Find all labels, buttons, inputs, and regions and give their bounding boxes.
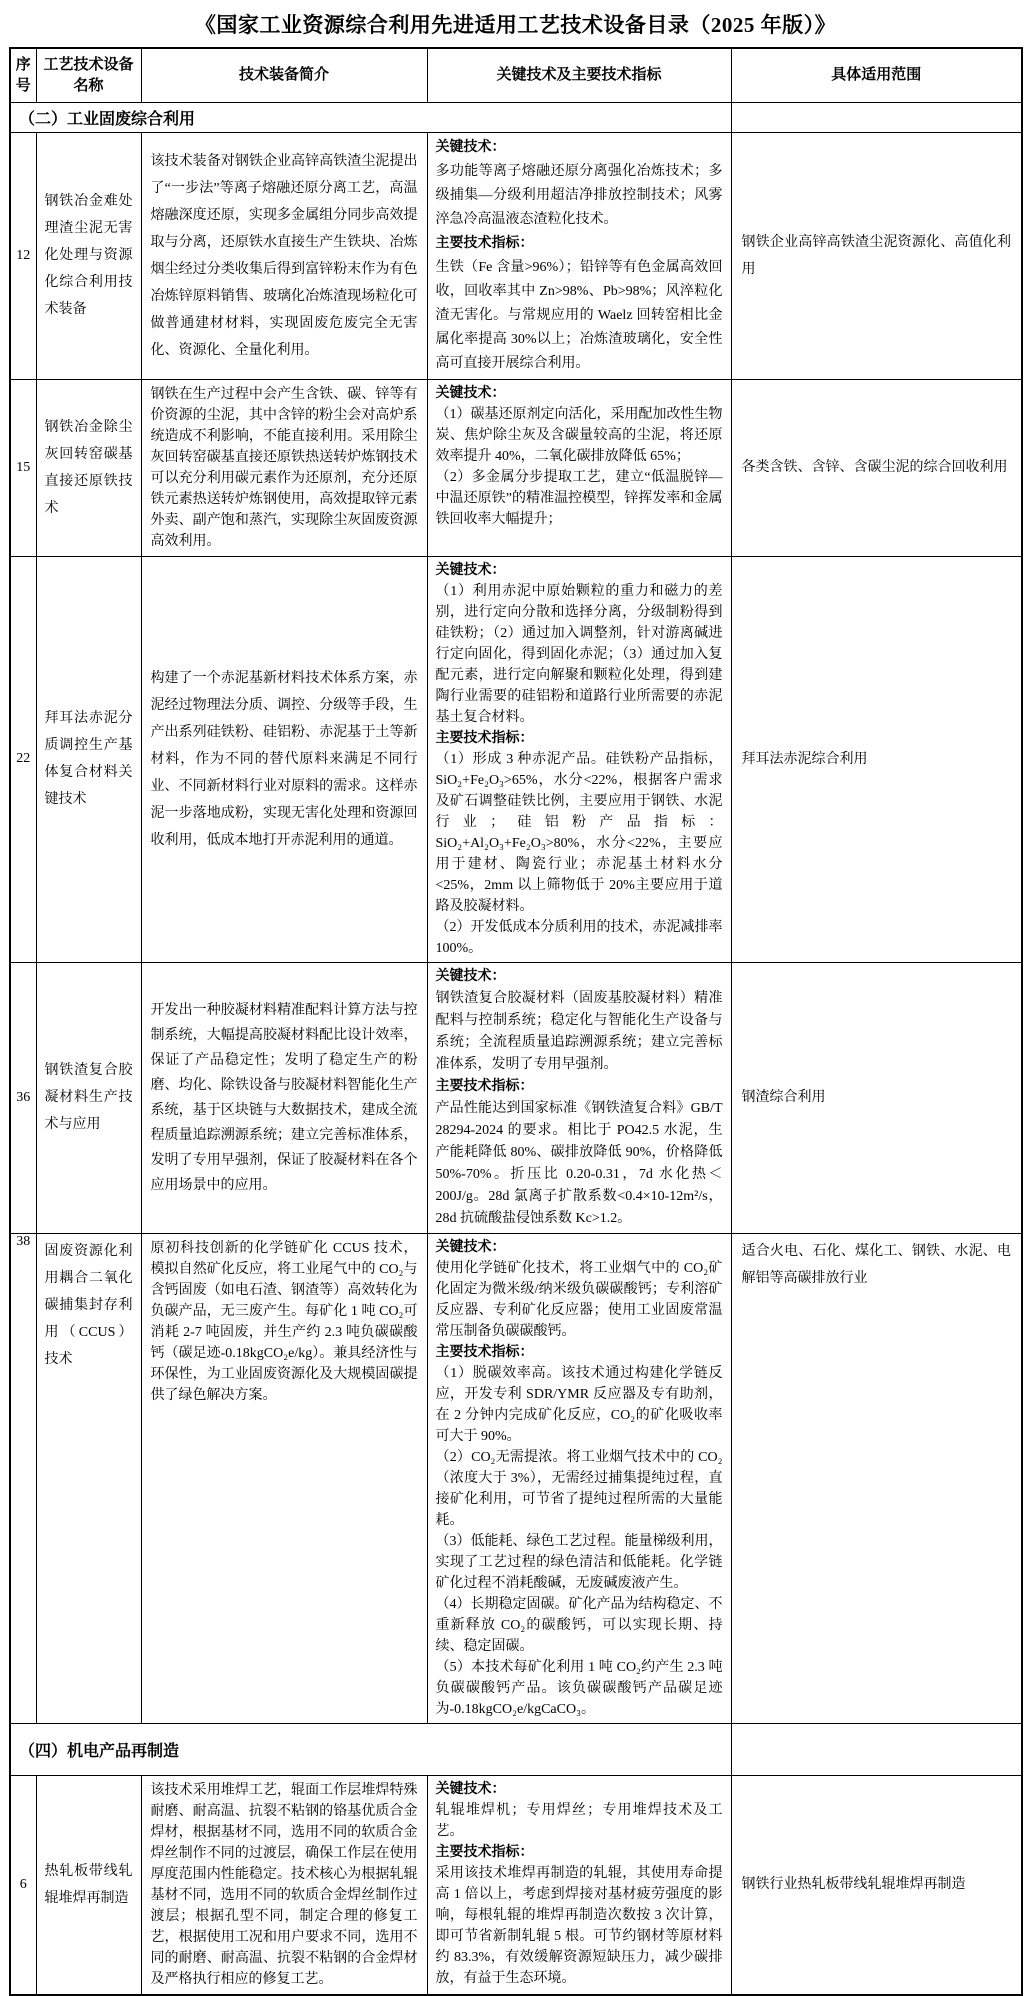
cell-scope: 钢铁企业高锌高铁渣尘泥资源化、高值化利用	[731, 132, 1022, 379]
cell-scope: 各类含铁、含锌、含碳尘泥的综合回收利用	[731, 379, 1022, 556]
keytech-label: 关键技术：	[435, 385, 506, 401]
keytech-label: 关键技术：	[435, 139, 506, 155]
keytech-label: 关键技术：	[435, 1239, 506, 1255]
keytech-label: 关键技术：	[435, 968, 506, 984]
keytech-paragraph: （1）碳基还原剂定向活化，采用配加改性生物炭、焦炉除尘灰及含碳量较高的尘泥，将还原效率提升 40%，二氧化碳排放降低 65%；	[435, 406, 723, 464]
header-scope: 具体适用范围	[731, 48, 1022, 102]
cell-keytech	[427, 1233, 731, 1723]
section-row-electromechanical-remanufacturing	[10, 1723, 1022, 1775]
cell-intro: 该技术装备对钢铁企业高锌高铁渣尘泥提出了“一步法”等离子熔融还原分离工艺，高温熔融深度还原，实现多金属组分同步高效提取与分离，还原铁水直接生产生铁块、冶炼烟尘经过分类收集后得到富锌粉末作为有色冶炼锌原料销售、玻璃化冶炼渣现场粒化可做普通建材材料，实现固废危废完全无害化、资源化、全量化利用。	[141, 132, 427, 379]
cell-keytech	[427, 962, 731, 1233]
cell-intro: 钢铁在生产过程中会产生含铁、碳、锌等有价资源的尘泥，其中含锌的粉尘会对高炉系统造成不利影响，不能直接利用。采用除尘灰回转窑碳基直接还原铁热送转炉炼钢技术可以充分利用碳元素作为还原剂，充分还原铁元素热送转炉炼钢使用，高效提取锌元素外卖、副产饱和蒸汽，实现除尘灰固废资源高效利用。	[141, 379, 427, 556]
cell-intro: 构建了一个赤泥基新材料技术体系方案，赤泥经过物理法分质、调控、分级等手段，生产出系列硅铁粉、硅铝粉、赤泥基于土等新材料，作为不同的替代原料来满足不同行业、不同新材料行业对原料的需求。这样赤泥一步落地成粉，实现无害化处理和资源回收利用，低成本地打开赤泥利用的通道。	[141, 556, 427, 962]
cell-keytech	[427, 132, 731, 379]
keytech-paragraph: 轧辊堆焊机；专用焊丝；专用堆焊技术及工艺。	[435, 1802, 723, 1839]
cell-name: 拜耳法赤泥分质调控生产基体复合材料关键技术	[36, 556, 141, 962]
cell-name: 固废资源化利用耦合二氧化碳捕集封存利用（CCUS）技术	[36, 1233, 141, 1723]
keytech-label: 关键技术：	[435, 562, 506, 578]
cell-scope: 钢渣综合利用	[731, 962, 1022, 1233]
indicator-label: 主要技术指标：	[435, 235, 534, 251]
table-row	[10, 132, 1022, 379]
indicator-paragraph: 生铁（Fe 含量>96%）；铅锌等有色金属高效回收，回收率其中 Zn>98%、Pb>98%；风淬粒化渣无害化。与常规应用的 Waelz 回转窑相比金属化率提高 30%以上；冶炼渣玻璃化，安全性高可直接开展综合利用。	[435, 259, 723, 371]
cell-no: 38	[10, 1233, 36, 1723]
indicator-paragraph: 产品性能达到国家标准《钢铁渣复合料》GB/T 28294-2024 的要求。相比于 PO42.5 水泥，生产能耗降低 80%、碳排放降低 90%，价格降低 50%-70%。折压比 0.20-0.31，7d 水化热＜200J/g。28d 氯离子扩散系数<0.4×10-12m²/s，28d 抗硫酸盐侵蚀系数 Kc>1.2。	[435, 1100, 723, 1226]
cell-name: 钢铁冶金难处理渣尘泥无害化处理与资源化综合利用技术装备	[36, 132, 141, 379]
keytech-paragraph: 使用化学链矿化技术，将工业烟气中的 CO₂矿化固定为微米级/纳米级负碳碳酸钙；专利溶矿反应器、专利矿化反应器；使用工业固废常温常压制备负碳碳酸钙。	[435, 1260, 723, 1339]
indicator-paragraph: （5）本技术每矿化利用 1 吨 CO₂约产生 2.3 吨负碳碳酸钙产品。该负碳碳酸钙产品碳足迹为-0.18kgCO₂e/kgCaCO₃。	[435, 1659, 723, 1717]
section-label: （四）机电产品再制造	[10, 1723, 731, 1775]
page-title: 《国家工业资源综合利用先进适用工艺技术设备目录（2025 年版）》	[194, 13, 837, 37]
section-label: （二）工业固废综合利用	[10, 102, 731, 132]
cell-no: 12	[10, 132, 36, 379]
cell-intro: 原初科技创新的化学链矿化 CCUS 技术，模拟自然矿化反应，将工业尾气中的 CO₂与含钙固废（如电石渣、钢渣等）高效转化为负碳产品，无三废产生。每矿化 1 吨 CO₂可消耗 2-7 吨固废，并生产约 2.3 吨负碳碳酸钙（碳足迹-0.18kgCO₂e/kg）。兼具经济性与环保性，为工业固废资源化及大规模固碳提供了绿色解决方案。	[141, 1233, 427, 1723]
table-row	[10, 1233, 1022, 1723]
indicator-paragraph: （2）CO₂无需提浓。将工业烟气技术中的 CO₂（浓度大于 3%），无需经过捕集提纯过程，直接矿化利用，可节省了提纯过程所需的大量能耗。	[435, 1449, 723, 1528]
indicator-paragraph: 采用该技术堆焊再制造的轧辊，其使用寿命提高 1 倍以上，考虑到焊接对基材疲劳强度的影响，每根轧辊的堆焊再制造次数按 3 次计算，即可节省新制轧辊 5 根。可节约钢材等原材料约 83.3%，有效缓解资源短缺压力，减少碳排放，有益于生态环境。	[435, 1865, 723, 1986]
cell-no: 36	[10, 962, 36, 1233]
cell-name: 钢铁渣复合胶凝材料生产技术与应用	[36, 962, 141, 1233]
cell-no: 6	[10, 1775, 36, 1995]
cell-no: 15	[10, 379, 36, 556]
indicator-label: 主要技术指标：	[435, 1844, 534, 1860]
table-row	[10, 379, 1022, 556]
keytech-paragraph: 钢铁渣复合胶凝材料（固废基胶凝材料）精准配料与控制系统；稳定化与智能化生产设备与系统；全流程质量追踪溯源系统；建立完善标准体系，发明了专用早强剂。	[435, 990, 723, 1072]
cell-intro: 该技术采用堆焊工艺，辊面工作层堆焊特殊耐磨、耐高温、抗裂不粘钢的铬基优质合金焊材，根据基材不同，选用不同的软质合金焊丝制作不同的过渡层，确保工作层在使用厚度范围内性能稳定。技术核心为根据轧辊基材不同，选用不同的软质合金焊丝制作过渡层；根据孔型不同，制定合理的修复工艺，根据使用工况和用户要求不同，选用不同的耐磨、耐高温、抗裂不粘钢的合金焊材及严格执行相应的修复工艺。	[141, 1775, 427, 1995]
header-keytech: 关键技术及主要技术指标	[427, 48, 731, 102]
cell-scope: 拜耳法赤泥综合利用	[731, 556, 1022, 962]
indicator-paragraph: （1）形成 3 种赤泥产品。硅铁粉产品指标，SiO₂+Fe₂O₃>65%，水分<22%，根据客户需求及矿石调整硅铁比例，主要应用于钢铁、水泥行业；硅铝粉产品指标：SiO₂+Al₂O₃+Fe₂O₃>80%，水分<22%，主要应用于建材、陶瓷行业；赤泥基土材料水分<25%，2mm 以上筛物低于 20%主要应用于道路及胶凝材料。	[435, 751, 723, 914]
cell-scope: 适合火电、石化、煤化工、钢铁、水泥、电解铝等高碳排放行业	[731, 1233, 1022, 1723]
table-row	[10, 1775, 1022, 1995]
keytech-label: 关键技术：	[435, 1781, 506, 1797]
cell-name: 热轧板带线轧辊堆焊再制造	[36, 1775, 141, 1995]
indicator-label: 主要技术指标：	[435, 1344, 534, 1360]
keytech-paragraph: 多功能等离子熔融还原分离强化冶炼技术；多级捕集—分级利用超洁净排放控制技术；风雾淬急冷高温液态渣粒化技术。	[435, 163, 723, 227]
cell-scope: 钢铁行业热轧板带线轧辊堆焊再制造	[731, 1775, 1022, 1995]
header-name: 工艺技术设备名称	[36, 48, 141, 102]
table-row	[10, 962, 1022, 1233]
indicator-paragraph: （2）开发低成本分质利用的技术，赤泥减排率 100%。	[435, 919, 723, 956]
cell-no: 22	[10, 556, 36, 962]
empty-cell	[731, 1723, 1022, 1775]
indicator-paragraph: （3）低能耗、绿色工艺过程。能量梯级利用，实现了工艺过程的绿色清洁和低能耗。化学链矿化过程不消耗酸碱，无废碱废液产生。	[435, 1533, 723, 1591]
indicator-paragraph: （1）脱碳效率高。该技术通过构建化学链反应，开发专利 SDR/YMR 反应器及专有助剂，在 2 分钟内完成矿化反应，CO₂的矿化吸收率可大于 90%。	[435, 1365, 723, 1444]
table-row	[10, 556, 1022, 962]
cell-keytech	[427, 1775, 731, 1995]
indicator-label: 主要技术指标：	[435, 730, 534, 746]
indicator-label: 主要技术指标：	[435, 1078, 534, 1094]
cell-keytech	[427, 556, 731, 962]
empty-cell	[731, 102, 1022, 132]
header-no: 序号	[10, 48, 36, 102]
keytech-paragraph: （2）多金属分步提取工艺，建立“低温脱锌—中温还原铁”的精准温控模型，锌挥发率和金属铁回收率大幅提升；	[435, 469, 723, 527]
header-row	[10, 48, 1022, 102]
cell-intro: 开发出一种胶凝材料精准配料计算方法与控制系统，大幅提高胶凝材料配比设计效率，保证了产品稳定性；发明了稳定生产的粉磨、均化、除铁设备与胶凝材料智能化生产系统，基于区块链与大数据技术，建成全流程质量追踪溯源系统；建立完善标准体系，发明了专用早强剂，保证了胶凝材料在各个应用场景中的应用。	[141, 962, 427, 1233]
indicator-paragraph: （4）长期稳定固碳。矿化产品为结构稳定、不重新释放 CO₂的碳酸钙，可以实现长期、持续、稳定固碳。	[435, 1596, 723, 1654]
section-row-industrial-solid-waste	[10, 102, 1022, 132]
header-intro: 技术装备简介	[141, 48, 427, 102]
keytech-paragraph: （1）利用赤泥中原始颗粒的重力和磁力的差别，进行定向分散和选择分离，分级制粉得到硅铁粉；（2）通过加入调整剂，针对游离碱进行定向固化，得到固化赤泥；（3）通过加入复配元素，进行定向解聚和颗粒化处理，得到建陶行业需要的硅铝粉和道路行业所需要的赤泥基土复合材料。	[435, 583, 723, 725]
cell-keytech	[427, 379, 731, 556]
cell-name: 钢铁冶金除尘灰回转窑碳基直接还原铁技术	[36, 379, 141, 556]
catalog-table	[9, 47, 1023, 1996]
